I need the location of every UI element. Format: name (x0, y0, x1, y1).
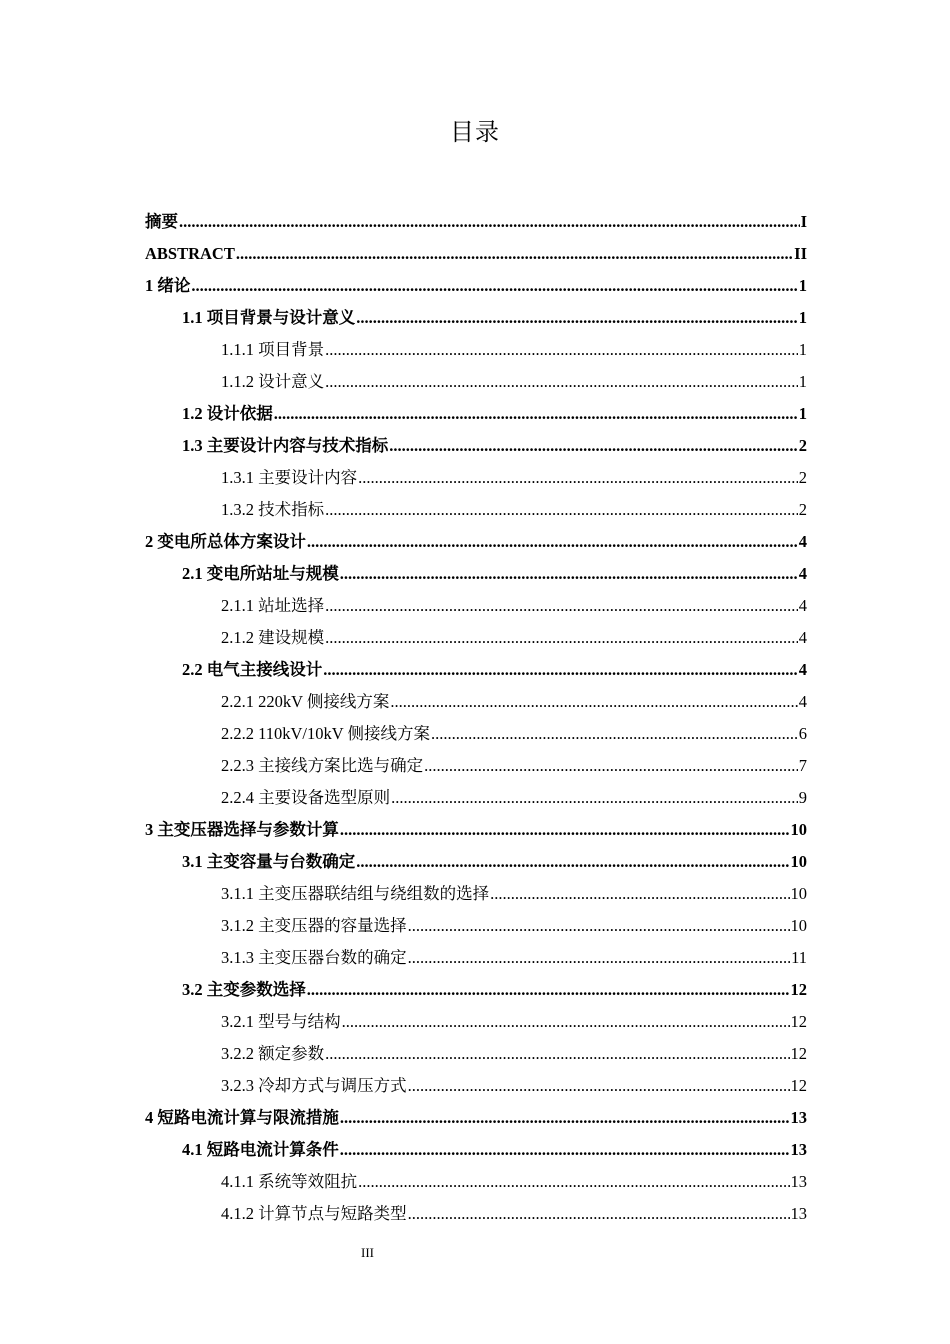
toc-entry[interactable] (145, 462, 807, 494)
toc-dot-leader (356, 846, 789, 878)
toc-entry-label: 2.2.3 主接线方案比选与确定 (221, 756, 424, 775)
toc-entry[interactable] (145, 878, 807, 910)
toc-entry-page-number: 4 (798, 596, 807, 615)
toc-entry[interactable] (145, 526, 807, 558)
toc-entry[interactable] (145, 846, 807, 878)
toc-entry-page-number: 1 (798, 308, 807, 327)
toc-entry-page-number: 4 (798, 660, 807, 679)
toc-entry-label: 1.1.1 项目背景 (221, 340, 325, 359)
toc-entry[interactable] (145, 558, 807, 590)
toc-entry-label: 3.2.3 冷却方式与调压方式 (221, 1076, 407, 1095)
toc-entry-page-number: 1 (798, 372, 807, 391)
toc-dot-leader (340, 1134, 790, 1166)
page-number-footer: III (361, 1245, 374, 1260)
toc-entry-label: 2.1.1 站址选择 (221, 596, 325, 615)
toc-dot-leader (340, 558, 798, 590)
toc-entry[interactable] (145, 1070, 807, 1102)
toc-dot-leader (325, 1038, 789, 1070)
toc-entry-page-number: 6 (798, 724, 807, 743)
toc-dot-leader (408, 1070, 790, 1102)
toc-entry[interactable] (145, 654, 807, 686)
toc-entry[interactable] (145, 302, 807, 334)
toc-dot-leader (490, 878, 789, 910)
toc-entry-page-number: 10 (790, 820, 807, 839)
toc-entry-label: 3.1.2 主变压器的容量选择 (221, 916, 407, 935)
toc-entry-label: 1.1.2 设计意义 (221, 372, 325, 391)
toc-dot-leader (191, 270, 797, 302)
table-of-contents (145, 206, 807, 1230)
toc-entry-page-number: 9 (798, 788, 807, 807)
toc-entry[interactable] (145, 366, 807, 398)
toc-entry-label: 2.2 电气主接线设计 (182, 660, 323, 679)
toc-entry[interactable] (145, 942, 807, 974)
toc-entry-page-number: 12 (790, 1044, 807, 1063)
toc-dot-leader (431, 718, 798, 750)
toc-entry-page-number: 10 (790, 884, 807, 903)
toc-entry[interactable] (145, 334, 807, 366)
toc-entry-label: 2.2.2 110kV/10kV 侧接线方案 (221, 724, 431, 743)
toc-entry[interactable] (145, 1198, 807, 1230)
toc-dot-leader (236, 238, 793, 270)
toc-dot-leader (424, 750, 798, 782)
toc-entry[interactable] (145, 1038, 807, 1070)
toc-dot-leader (408, 910, 790, 942)
toc-entry[interactable] (145, 430, 807, 462)
toc-dot-leader (325, 366, 798, 398)
toc-entry-label: 4 短路电流计算与限流措施 (145, 1108, 339, 1127)
toc-dot-leader (325, 494, 798, 526)
toc-entry-page-number: 10 (790, 916, 807, 935)
toc-entry-page-number: 4 (798, 532, 807, 551)
toc-entry-label: 2.2.4 主要设备选型原则 (221, 788, 391, 807)
toc-entry[interactable] (145, 206, 807, 238)
toc-entry-page-number: 4 (798, 628, 807, 647)
toc-entry-label: 3.1.1 主变压器联结组与绕组数的选择 (221, 884, 490, 903)
toc-entry-label: 1.1 项目背景与设计意义 (182, 308, 356, 327)
toc-entry[interactable] (145, 782, 807, 814)
toc-dot-leader (340, 1102, 790, 1134)
toc-entry-page-number: 12 (790, 980, 807, 999)
toc-dot-leader (408, 1198, 790, 1230)
toc-entry[interactable] (145, 238, 807, 270)
toc-entry-label: 3.1.3 主变压器台数的确定 (221, 948, 407, 967)
toc-entry-page-number: 4 (798, 692, 807, 711)
toc-entry-label: 1.3.1 主要设计内容 (221, 468, 358, 487)
toc-entry-page-number: 4 (798, 564, 807, 583)
toc-entry[interactable] (145, 1166, 807, 1198)
toc-entry-page-number: 10 (790, 852, 807, 871)
toc-entry-page-number: 1 (798, 340, 807, 359)
toc-entry-label: 2.1 变电所站址与规模 (182, 564, 339, 583)
toc-entry-page-number: 7 (798, 756, 807, 775)
toc-dot-leader (358, 1166, 789, 1198)
toc-entry[interactable] (145, 590, 807, 622)
toc-entry-label: 1.2 设计依据 (182, 404, 273, 423)
toc-entry-page-number: 1 (798, 276, 807, 295)
toc-dot-leader (342, 1006, 790, 1038)
toc-dot-leader (340, 814, 790, 846)
toc-entry-label: ABSTRACT (145, 244, 235, 263)
toc-entry-label: 1 绪论 (145, 276, 191, 295)
toc-dot-leader (274, 398, 798, 430)
toc-dot-leader (325, 622, 798, 654)
toc-dot-leader (179, 206, 800, 238)
toc-entry-page-number: 13 (790, 1140, 807, 1159)
toc-entry-page-number: 13 (790, 1204, 807, 1223)
toc-entry[interactable] (145, 814, 807, 846)
toc-dot-leader (325, 334, 798, 366)
toc-entry-label: 1.3 主要设计内容与技术指标 (182, 436, 389, 455)
toc-entry-page-number: 2 (798, 468, 807, 487)
toc-entry[interactable] (145, 718, 807, 750)
toc-entry-label: 3.2 主变参数选择 (182, 980, 306, 999)
toc-entry-label: 2.2.1 220kV 侧接线方案 (221, 692, 390, 711)
toc-entry-label: 4.1.2 计算节点与短路类型 (221, 1204, 407, 1223)
toc-entry-page-number: II (794, 244, 807, 263)
toc-dot-leader (390, 686, 797, 718)
toc-dot-leader (391, 782, 798, 814)
toc-dot-leader (307, 974, 790, 1006)
toc-dot-leader (389, 430, 798, 462)
toc-dot-leader (358, 462, 798, 494)
toc-dot-leader (325, 590, 798, 622)
toc-entry-label: 2.1.2 建设规模 (221, 628, 325, 647)
toc-entry-page-number: 1 (798, 404, 807, 423)
toc-entry[interactable] (145, 494, 807, 526)
toc-entry-label: 1.3.2 技术指标 (221, 500, 325, 519)
toc-dot-leader (408, 942, 790, 974)
toc-entry[interactable] (145, 1006, 807, 1038)
toc-entry[interactable] (145, 686, 807, 718)
toc-entry-label: 3.2.2 额定参数 (221, 1044, 325, 1063)
toc-entry[interactable] (145, 974, 807, 1006)
toc-entry-page-number: 13 (790, 1108, 807, 1127)
toc-entry[interactable] (145, 750, 807, 782)
toc-entry[interactable] (145, 398, 807, 430)
toc-entry-label: 2 变电所总体方案设计 (145, 532, 306, 551)
toc-entry-page-number: 13 (790, 1172, 807, 1191)
toc-entry-label: 3.2.1 型号与结构 (221, 1012, 341, 1031)
toc-dot-leader (307, 526, 798, 558)
toc-entry-page-number: 11 (791, 948, 807, 967)
toc-entry-label: 3.1 主变容量与台数确定 (182, 852, 356, 871)
toc-dot-leader (356, 302, 798, 334)
toc-entry[interactable] (145, 910, 807, 942)
toc-entry-label: 摘要 (145, 212, 178, 231)
toc-entry-page-number: 12 (790, 1012, 807, 1031)
toc-entry[interactable] (145, 270, 807, 302)
toc-entry[interactable] (145, 1134, 807, 1166)
toc-entry-page-number: 2 (798, 436, 807, 455)
toc-entry-label: 4.1.1 系统等效阻抗 (221, 1172, 358, 1191)
toc-entry-label: 3 主变压器选择与参数计算 (145, 820, 339, 839)
toc-dot-leader (323, 654, 798, 686)
toc-entry-page-number: 2 (798, 500, 807, 519)
toc-entry[interactable] (145, 622, 807, 654)
toc-entry-label: 4.1 短路电流计算条件 (182, 1140, 339, 1159)
toc-entry-page-number: I (800, 212, 807, 231)
toc-entry-page-number: 12 (790, 1076, 807, 1095)
toc-entry[interactable] (145, 1102, 807, 1134)
page-title: 目录 (450, 118, 500, 146)
